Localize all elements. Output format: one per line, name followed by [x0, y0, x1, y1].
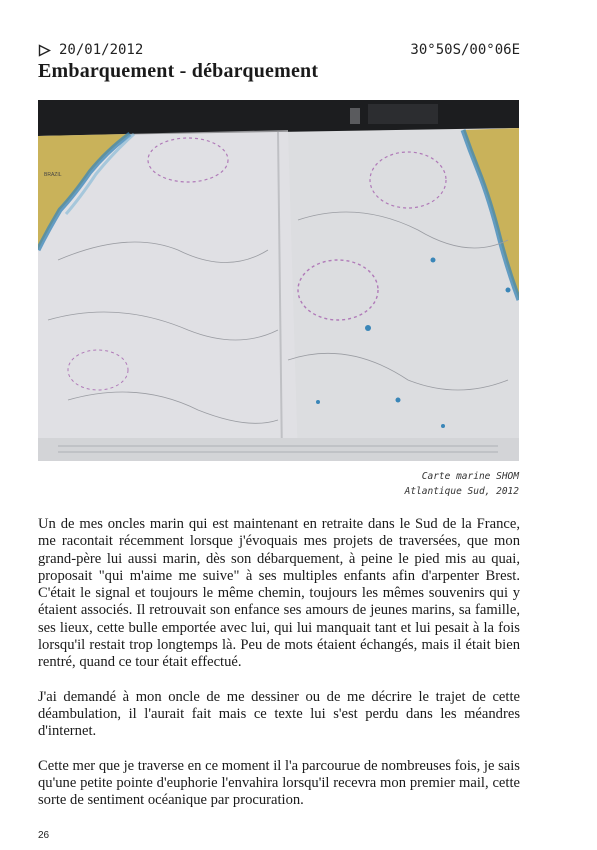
- paragraph-2: J'ai demandé à mon oncle de me dessiner ou de me décrire le trajet de cette déambulation, il l'aurait fait mais ce texte lui s'est perdu dans les méandres d'internet.: [38, 688, 520, 740]
- map-label-brazil: BRAZIL: [44, 172, 62, 178]
- page-title: Embarquement - débarquement: [38, 60, 319, 82]
- paragraph-1: Un de mes oncles marin qui est maintenant en retraite dans le Sud de la France, me racontait récemment lorsque j'évoquais mes projets de traversées, que mon grand-père lui aussi marin, dès son débarquement, à peine le pied mis au quai, proposait "qui m'aime me suive" à ses multiples enfants afin d'arpenter Brest. C'était le signal et toujours le même chemin, toujours les mêmes souvenirs qui y étaient associés. Il retrouvait son enfance ses amours de jeunes marins, sa famille, ses lieux, cette bulle emportée avec lui, qui lui manquait tant et lui pesait à la fois lorsqu'il restait trop longtemps là. Peu de mots étaient échangés, mais il était bien rentré, quand ce tour était effectué.: [38, 516, 520, 671]
- page-number: 26: [38, 830, 50, 841]
- nautical-chart-photo: [38, 100, 519, 461]
- play-outline-icon: [38, 44, 51, 57]
- caption-line-1: Carte marine SHOM: [421, 471, 519, 482]
- entry-header: [38, 42, 520, 62]
- caption-line-2: Atlantique Sud, 2012: [404, 486, 519, 497]
- photo-caption: [405, 469, 519, 499]
- article-body: [38, 516, 520, 826]
- entry-date-group: [38, 42, 143, 58]
- entry-date: 20/01/2012: [59, 42, 144, 58]
- position-coordinates: 30°50S/00°06E: [410, 42, 520, 58]
- paragraph-3: Cette mer que je traverse en ce moment il l'a parcourue de nombreuses fois, je sais qu'une petite pointe d'euphorie l'envahira lorsqu'il recevra mon premier mail, cette sorte de sentiment océanique par procuration.: [38, 757, 520, 809]
